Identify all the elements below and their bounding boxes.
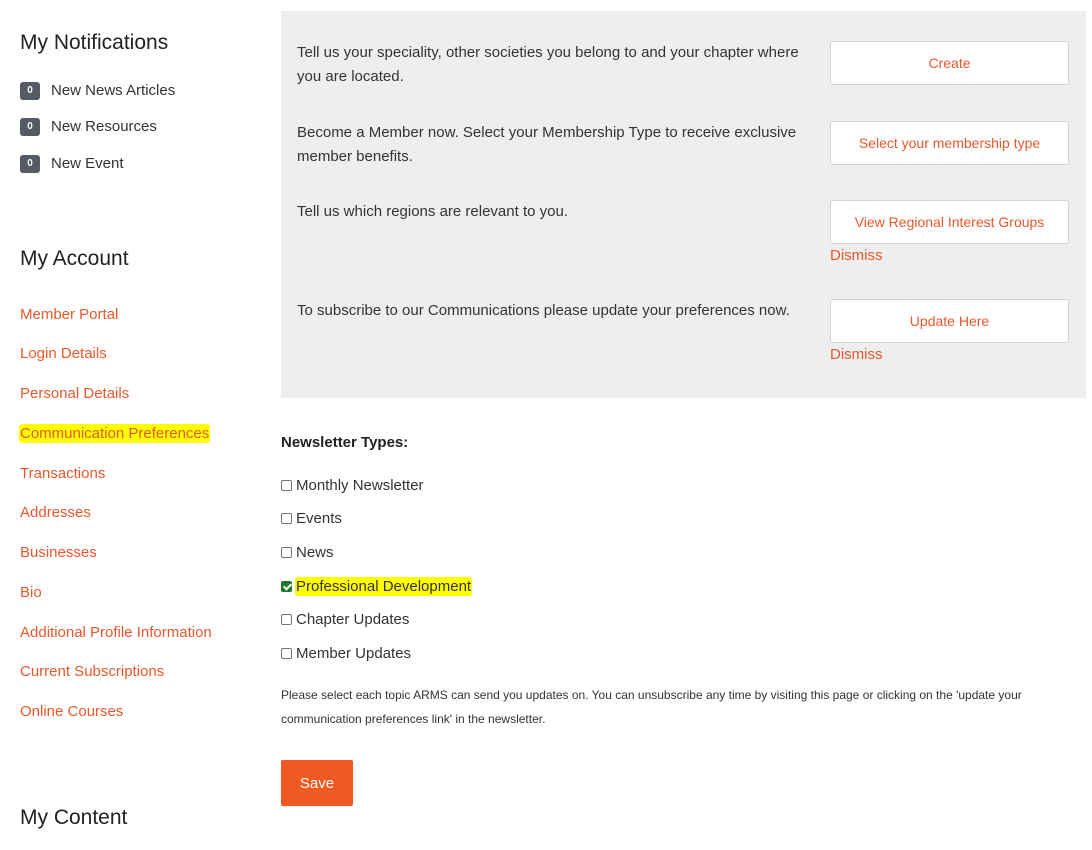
option-label: Chapter Updates: [296, 611, 410, 628]
option-professional-development[interactable]: [281, 578, 471, 595]
notification-label: New News Articles: [51, 81, 176, 99]
prompt-text-membership: Become a Member now. Select your Membership Type to receive exclusive member benefits.: [297, 124, 797, 165]
profile-prompts-panel: [281, 11, 1086, 398]
notification-resources[interactable]: [20, 116, 157, 136]
prompt-text-speciality: Tell us your speciality, other societies you belong to and your chapter where you are located.: [297, 44, 799, 85]
checkbox-checked[interactable]: [281, 581, 292, 592]
prompt-text-regions: Tell us which regions are relevant to you.: [297, 203, 568, 220]
nav-additional-profile-information[interactable]: Additional Profile Information: [20, 624, 212, 641]
nav-transactions[interactable]: Transactions: [20, 465, 106, 482]
option-label: News: [296, 544, 334, 561]
notification-news[interactable]: [20, 80, 175, 100]
view-regional-groups-button[interactable]: View Regional Interest Groups: [830, 200, 1069, 244]
option-events[interactable]: [281, 510, 342, 527]
nav-businesses[interactable]: Businesses: [20, 544, 97, 561]
option-label: Events: [296, 510, 342, 527]
option-label: Member Updates: [296, 645, 412, 662]
option-monthly-newsletter[interactable]: [281, 477, 424, 494]
help-text: Please select each topic ARMS can send you updates on. You can unsubscribe any time by visiting this page or clicking on the 'update your communication preferences link' in the newsletter.: [281, 688, 1022, 726]
option-label: Professional Development: [296, 578, 472, 595]
checkbox[interactable]: [281, 648, 292, 659]
checkbox[interactable]: [281, 513, 292, 524]
select-membership-button[interactable]: Select your membership type: [830, 121, 1069, 165]
dismiss-regions-link[interactable]: Dismiss: [830, 247, 883, 264]
notification-event[interactable]: [20, 153, 124, 173]
prompt-text-communications: To subscribe to our Communications please update your preferences now.: [297, 302, 790, 319]
account-title: My Account: [20, 247, 129, 270]
content-title: My Content: [20, 806, 128, 829]
dismiss-communications-link[interactable]: Dismiss: [830, 346, 883, 363]
option-member-updates[interactable]: [281, 645, 411, 662]
checkbox[interactable]: [281, 614, 292, 625]
update-here-button[interactable]: Update Here: [830, 299, 1069, 343]
checkbox[interactable]: [281, 547, 292, 558]
nav-online-courses[interactable]: Online Courses: [20, 703, 124, 720]
count-badge: 0: [20, 118, 40, 136]
count-badge: 0: [20, 155, 40, 173]
nav-login-details[interactable]: Login Details: [20, 345, 107, 362]
option-news[interactable]: [281, 544, 334, 561]
nav-personal-details[interactable]: Personal Details: [20, 385, 130, 402]
notifications-title: My Notifications: [20, 31, 169, 54]
nav-communication-preferences[interactable]: Communication Preferences: [20, 425, 210, 442]
nav-addresses[interactable]: Addresses: [20, 504, 91, 521]
option-label: Monthly Newsletter: [296, 477, 424, 494]
option-chapter-updates[interactable]: [281, 611, 409, 628]
notification-label: New Event: [51, 154, 124, 172]
nav-bio[interactable]: Bio: [20, 584, 42, 601]
save-button[interactable]: Save: [281, 760, 353, 806]
notification-label: New Resources: [51, 117, 157, 135]
checkbox[interactable]: [281, 480, 292, 491]
create-button[interactable]: Create: [830, 41, 1069, 85]
newsletter-types-title: Newsletter Types:: [281, 434, 409, 451]
nav-current-subscriptions[interactable]: Current Subscriptions: [20, 663, 165, 680]
count-badge: 0: [20, 82, 40, 100]
nav-member-portal[interactable]: Member Portal: [20, 306, 119, 323]
